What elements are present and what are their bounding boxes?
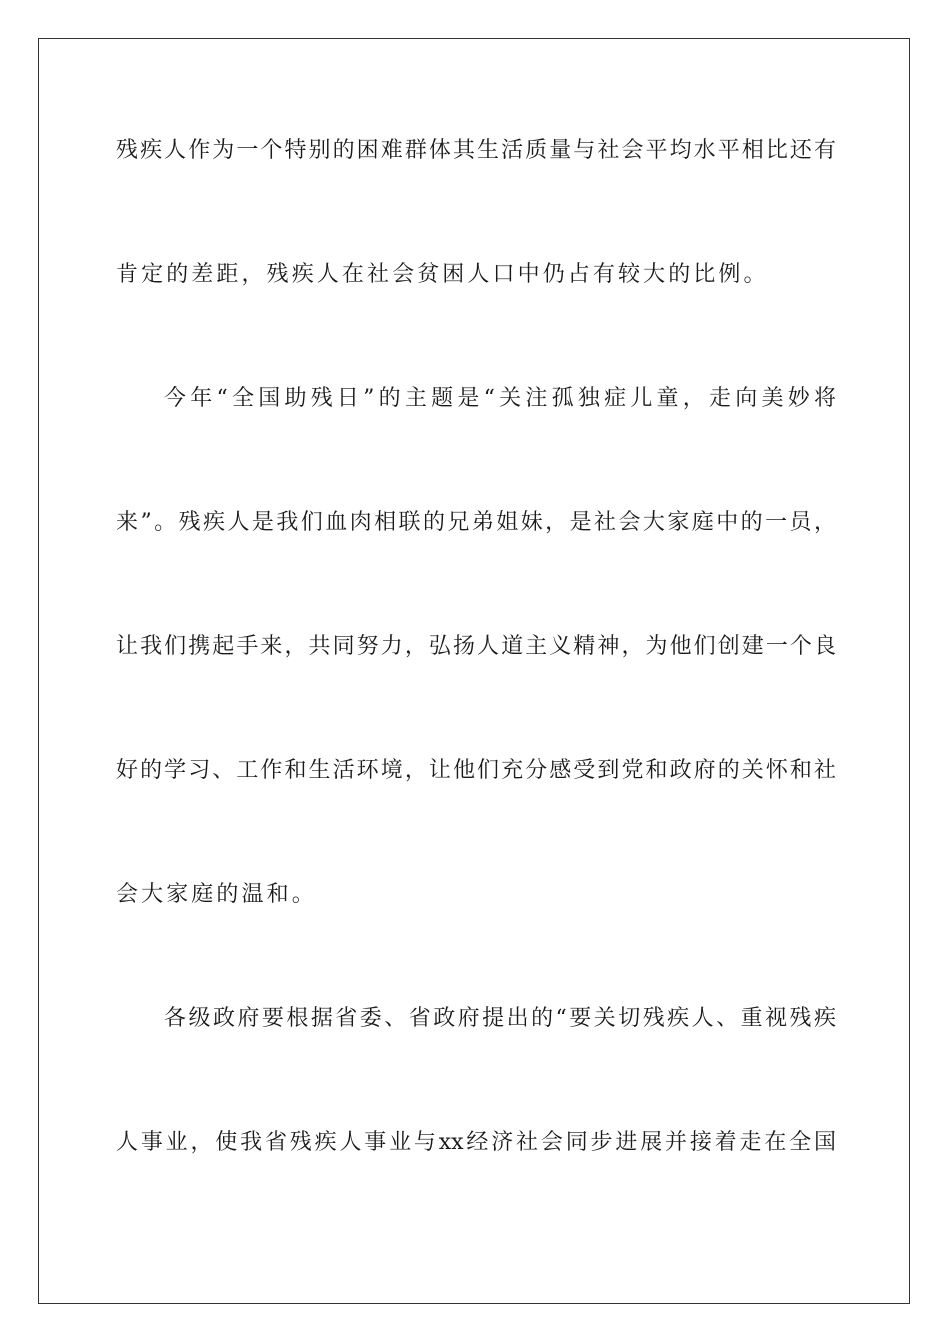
text-line-8: 各级政府要根据省委、省政府提出的“要关切残疾人、重视残疾 — [164, 1006, 836, 1031]
text-line-7: 会大家庭的温和。 — [116, 882, 317, 907]
text-line-6: 好的学习、工作和生活环境，让他们充分感受到党和政府的关怀和社 — [116, 758, 836, 783]
text-line-2: 肯定的差距，残疾人在社会贫困人口中仍占有较大的比例。 — [116, 262, 769, 287]
text-line-3: 今年“全国助残日”的主题是“关注孤独症儿童，走向美妙将 — [164, 386, 836, 411]
text-line-1: 残疾人作为一个特别的困难群体其生活质量与社会平均水平相比还有 — [116, 138, 836, 163]
page-border — [38, 38, 910, 1304]
text-line-5: 让我们携起手来，共同努力，弘扬人道主义精神，为他们创建一个良 — [116, 634, 836, 659]
text-line-4: 来”。残疾人是我们血肉相联的兄弟姐妹，是社会大家庭中的一员， — [116, 510, 836, 535]
text-line-9: 人事业，使我省残疾人事业与xx经济社会同步进展并接着走在全国 — [116, 1130, 836, 1155]
